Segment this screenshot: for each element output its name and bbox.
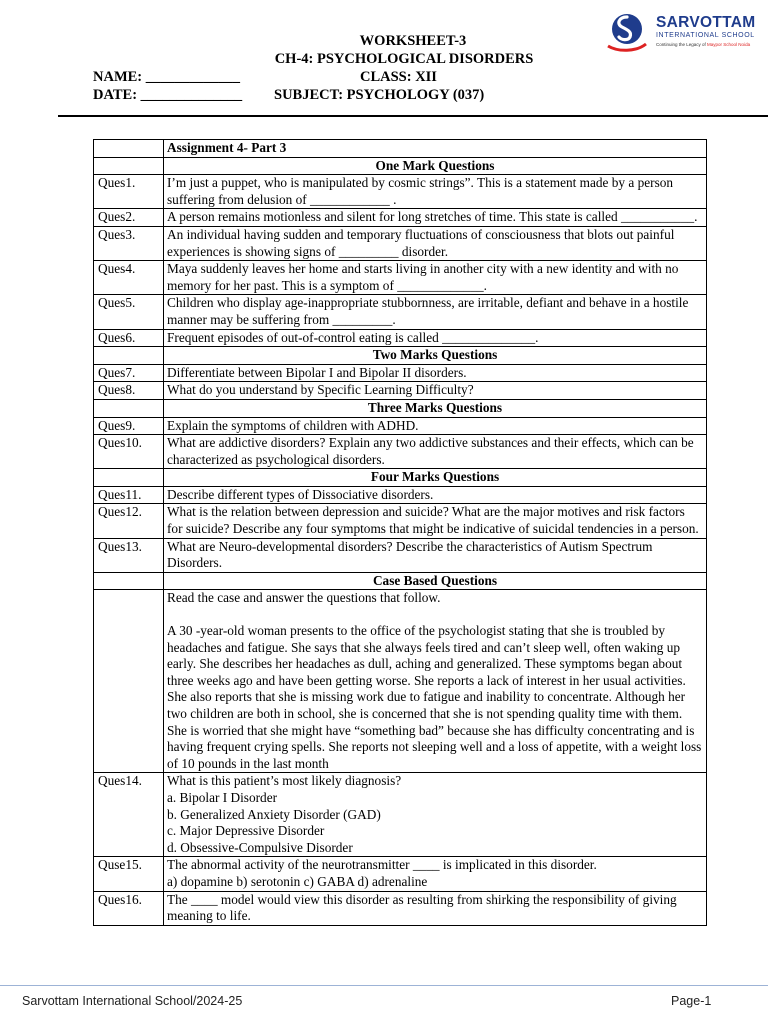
table-row <box>94 417 707 435</box>
name-field: NAME: _____________ <box>93 69 241 85</box>
question-text: I’m just a puppet, who is manipulated by cosmic strings”. This is a statement made by a person suffering from delusion of ____________ . <box>164 175 707 209</box>
logo-subtitle: INTERNATIONAL SCHOOL <box>656 32 755 39</box>
question-number: Ques10. <box>94 435 164 469</box>
table-row <box>94 504 707 538</box>
case-intro: Read the case and answer the questions that follow. <box>167 590 441 606</box>
header-divider <box>58 115 768 117</box>
question-text: The ____ model would view this disorder as resulting from shirking the responsibility of giving meaning to life. <box>164 891 707 925</box>
class-label: CLASS: XII <box>360 69 437 85</box>
question-number: Ques7. <box>94 364 164 382</box>
question-number: Ques6. <box>94 329 164 347</box>
worksheet-title: WORKSHEET-3 <box>359 33 467 49</box>
footer-school: Sarvottam International School/2024-25 <box>22 994 243 1008</box>
question-text: Maya suddenly leaves her home and starts living in another city with a new identity and with no memory for her past. This is a symptom of _____________. <box>164 261 707 295</box>
table-row <box>94 140 707 158</box>
date-field: DATE: ______________ <box>93 87 243 103</box>
question-text: Children who display age-inappropriate stubbornness, are irritable, defiant and behave in a hostile manner may be suffering from _________. <box>164 295 707 329</box>
section-case-based: Case Based Questions <box>164 572 707 590</box>
footer-divider <box>0 985 768 986</box>
question-text: Describe different types of Dissociative disorders. <box>164 486 707 504</box>
question-text: What are Neuro-developmental disorders? Describe the characteristics of Autism Spectrum Disorders. <box>164 538 707 572</box>
table-row <box>94 329 707 347</box>
logo-tagline: Continuing the Legacy of Maypor School Noida <box>656 42 751 47</box>
question-number: Quse15. <box>94 857 164 891</box>
question-number: Ques8. <box>94 382 164 400</box>
question-number: Ques3. <box>94 226 164 260</box>
page-number: Page-1 <box>671 994 712 1008</box>
section-two-marks: Two Marks Questions <box>164 347 707 365</box>
table-row <box>94 226 707 260</box>
table-row <box>94 382 707 400</box>
question-number: Ques11. <box>94 486 164 504</box>
section-three-marks: Three Marks Questions <box>164 399 707 417</box>
chapter-title: CH-4: PSYCHOLOGICAL DISORDERS <box>274 51 534 67</box>
question-number: Ques4. <box>94 261 164 295</box>
question-number: Ques13. <box>94 538 164 572</box>
table-row <box>94 486 707 504</box>
question-number: Ques16. <box>94 891 164 925</box>
question-text: Explain the symptoms of children with ADHD. <box>164 417 707 435</box>
table-row <box>94 857 707 891</box>
question-text: What do you understand by Specific Learning Difficulty? <box>164 382 707 400</box>
subject-label: SUBJECT: PSYCHOLOGY (037) <box>274 87 485 103</box>
question-stem: What is this patient’s most likely diagnosis? <box>167 773 402 789</box>
table-row <box>94 891 707 925</box>
logo-name: SARVOTTAM <box>656 14 756 31</box>
table-row <box>94 295 707 329</box>
option-b: b. Generalized Anxiety Disorder (GAD) <box>167 806 381 822</box>
question-number: Ques12. <box>94 504 164 538</box>
table-row <box>94 435 707 469</box>
question-text <box>164 857 707 891</box>
table-row <box>94 175 707 209</box>
case-text: A 30 -year-old woman presents to the office of the psychologist stating that she is troubled by headaches and fatigue. She says that she always feels tired and can’t sleep well, often waking up early. She describes her headaches as dull, aching and generalized. These symptoms began about three weeks ago and have been getting worse. She reports a lack of interest in her usual activities. She also reports that she is missing work due to fatigue and inability to concentrate. Although her two children are both in school, she is concerned that she is not spending quality time with them. She is worried that she might have “something bad” because she has difficulty concentrating and is having frequent crying spells. She reports not sleeping well and a loss of appetite, with a weight loss of 10 pounds in the last month <box>167 623 702 771</box>
section-row <box>94 347 707 365</box>
questions-table <box>93 139 707 926</box>
option-a: a. Bipolar I Disorder <box>167 789 278 805</box>
question-text: Differentiate between Bipolar I and Bipolar II disorders. <box>164 364 707 382</box>
section-row <box>94 572 707 590</box>
assignment-title: Assignment 4- Part 3 <box>164 140 707 158</box>
section-one-mark: One Mark Questions <box>164 157 707 175</box>
table-row <box>94 261 707 295</box>
question-text: What are addictive disorders? Explain any two addictive substances and their effects, which can be characterized as psychological disorders. <box>164 435 707 469</box>
question-options: a) dopamine b) serotonin c) GABA d) adrenaline <box>167 873 428 889</box>
table-row <box>94 538 707 572</box>
question-number: Ques5. <box>94 295 164 329</box>
table-row <box>94 773 707 857</box>
case-passage <box>164 590 707 773</box>
table-row <box>94 590 707 773</box>
table-row <box>94 364 707 382</box>
question-text: A person remains motionless and silent for long stretches of time. This state is called ___________. <box>164 209 707 227</box>
section-four-marks: Four Marks Questions <box>164 469 707 487</box>
section-row <box>94 399 707 417</box>
question-text: Frequent episodes of out-of-control eating is called ______________. <box>164 329 707 347</box>
page-header <box>0 0 768 118</box>
question-number: Ques1. <box>94 175 164 209</box>
section-row <box>94 469 707 487</box>
question-text: An individual having sudden and temporary fluctuations of consciousness that blots out painful experiences is showing signs of _________ disorder. <box>164 226 707 260</box>
question-text <box>164 773 707 857</box>
section-row <box>94 157 707 175</box>
question-number: Ques2. <box>94 209 164 227</box>
question-number: Ques14. <box>94 773 164 857</box>
question-number: Ques9. <box>94 417 164 435</box>
option-c: c. Major Depressive Disorder <box>167 823 325 839</box>
question-text: What is the relation between depression and suicide? What are the major motives and risk factors for suicide? Describe any four symptoms that might be indicative of suicidal tendencies in a person. <box>164 504 707 538</box>
table-row <box>94 209 707 227</box>
option-d: d. Obsessive-Compulsive Disorder <box>167 839 353 855</box>
question-stem: The abnormal activity of the neurotransmitter ____ is implicated in this disorder. <box>167 857 597 873</box>
